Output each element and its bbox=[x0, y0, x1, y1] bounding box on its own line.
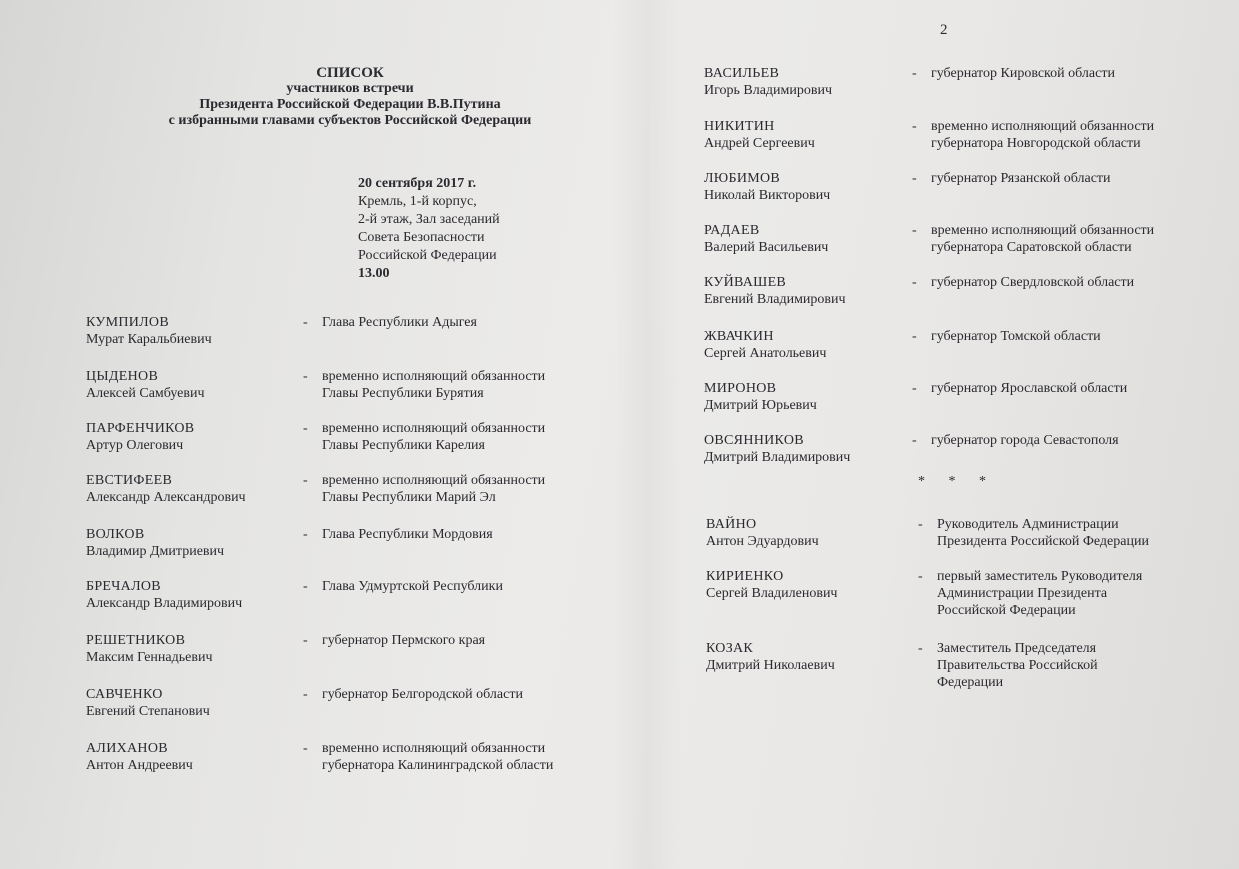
entry-dash: - bbox=[912, 119, 917, 134]
participant-surname: ЖВАЧКИН bbox=[704, 329, 774, 344]
participant-position bbox=[937, 516, 1149, 550]
entry-dash: - bbox=[918, 569, 923, 584]
entry-dash: - bbox=[303, 579, 308, 594]
participant-position bbox=[931, 170, 1111, 187]
participant-surname: НИКИТИН bbox=[704, 119, 775, 134]
entry-dash: - bbox=[303, 369, 308, 384]
entry-dash: - bbox=[912, 275, 917, 290]
position-line: губернатор города Севастополя bbox=[931, 433, 1119, 448]
entry-dash: - bbox=[912, 433, 917, 448]
position-line: губернатор Белгородской области bbox=[322, 687, 523, 702]
participant-surname: МИРОНОВ bbox=[704, 381, 777, 396]
page-number: 2 bbox=[940, 22, 948, 38]
entry-dash: - bbox=[918, 517, 923, 532]
participant-given-name: Андрей Сергеевич bbox=[704, 136, 815, 151]
position-line: временно исполняющий обязанности bbox=[322, 421, 546, 436]
participant-given-name: Сергей Анатольевич bbox=[704, 346, 827, 361]
position-line: Глава Удмуртской Республики bbox=[322, 579, 503, 594]
entry-dash: - bbox=[912, 171, 917, 186]
participant-given-name: Александр Александрович bbox=[86, 490, 246, 505]
participant-surname: ВОЛКОВ bbox=[86, 527, 145, 542]
participant-position bbox=[931, 274, 1134, 291]
entry-dash: - bbox=[912, 329, 917, 344]
participant-position bbox=[322, 740, 553, 774]
participant-given-name: Евгений Владимирович bbox=[704, 292, 846, 307]
participant-given-name: Николай Викторович bbox=[704, 188, 831, 203]
participant-position bbox=[931, 328, 1101, 345]
position-line: Руководитель Администрации bbox=[937, 517, 1119, 532]
participant-surname: КОЗАК bbox=[706, 641, 754, 656]
participant-position bbox=[931, 118, 1154, 152]
entry-dash: - bbox=[912, 381, 917, 396]
participant-surname: БРЕЧАЛОВ bbox=[86, 579, 161, 594]
meeting-date: 20 сентября 2017 г. bbox=[358, 176, 477, 191]
participant-position bbox=[322, 686, 523, 703]
document-header bbox=[90, 65, 610, 129]
participant-surname: ЦЫДЕНОВ bbox=[86, 369, 159, 384]
participant-given-name: Александр Владимирович bbox=[86, 596, 243, 611]
participant-surname: АЛИХАНОВ bbox=[86, 741, 168, 756]
position-line: губернатор Пермского края bbox=[322, 633, 486, 648]
position-line: губернатор Кировской области bbox=[931, 66, 1115, 81]
meeting-time: 13.00 bbox=[358, 266, 390, 281]
position-line: первый заместитель Руководителя bbox=[937, 569, 1143, 584]
position-line: Федерации bbox=[937, 675, 1004, 690]
entry-dash: - bbox=[303, 741, 308, 756]
participant-surname: ЕВСТИФЕЕВ bbox=[86, 473, 173, 488]
participant-given-name: Валерий Васильевич bbox=[704, 240, 829, 255]
position-line: временно исполняющий обязанности bbox=[931, 119, 1155, 134]
position-line: временно исполняющий обязанности bbox=[322, 741, 546, 756]
participant-given-name: Дмитрий Николаевич bbox=[706, 658, 835, 673]
participant-position bbox=[322, 368, 545, 402]
participant-position bbox=[931, 380, 1127, 397]
position-line: Правительства Российской bbox=[937, 658, 1098, 673]
participant-position bbox=[322, 420, 545, 454]
participant-given-name: Сергей Владиленович bbox=[706, 586, 838, 601]
entry-dash: - bbox=[303, 633, 308, 648]
participant-given-name: Евгений Степанович bbox=[86, 704, 210, 719]
participant-given-name: Антон Эдуардович bbox=[706, 534, 819, 549]
participant-given-name: Мурат Каральбиевич bbox=[86, 332, 212, 347]
section-separator: * * * bbox=[918, 474, 996, 489]
entry-dash: - bbox=[303, 315, 308, 330]
position-line: Администрации Президента bbox=[937, 586, 1108, 601]
position-line: Глава Республики Адыгея bbox=[322, 315, 477, 330]
participant-position bbox=[322, 578, 503, 595]
participant-position bbox=[322, 632, 485, 649]
entry-dash: - bbox=[303, 421, 308, 436]
meeting-place-line: Российской Федерации bbox=[358, 248, 497, 263]
page-fold-shadow bbox=[612, 0, 682, 869]
participant-position bbox=[322, 472, 545, 506]
position-line: Главы Республики Карелия bbox=[322, 438, 485, 453]
position-line: временно исполняющий обязанности bbox=[322, 473, 546, 488]
entry-dash: - bbox=[303, 473, 308, 488]
document-title: СПИСОК bbox=[316, 65, 384, 81]
entry-dash: - bbox=[303, 527, 308, 542]
position-line: Заместитель Председателя bbox=[937, 641, 1097, 656]
participant-surname: ПАРФЕНЧИКОВ bbox=[86, 421, 195, 436]
participant-surname: КУМПИЛОВ bbox=[86, 315, 169, 330]
participant-position bbox=[931, 222, 1154, 256]
participant-surname: КУЙВАШЕВ bbox=[704, 275, 787, 290]
position-line: Главы Республики Марий Эл bbox=[322, 490, 496, 505]
position-line: губернатора Новгородской области bbox=[931, 136, 1141, 151]
position-line: губернатора Саратовской области bbox=[931, 240, 1132, 255]
participant-given-name: Антон Андреевич bbox=[86, 758, 193, 773]
participant-given-name: Владимир Дмитриевич bbox=[86, 544, 225, 559]
participant-position bbox=[322, 526, 493, 543]
participant-given-name: Игорь Владимирович bbox=[704, 83, 833, 98]
participant-given-name: Дмитрий Юрьевич bbox=[704, 398, 817, 413]
participant-given-name: Артур Олегович bbox=[86, 438, 184, 453]
participant-position bbox=[937, 640, 1098, 691]
participant-position bbox=[322, 314, 477, 331]
position-line: временно исполняющий обязанности bbox=[931, 223, 1155, 238]
participant-surname: ВАЙНО bbox=[706, 517, 757, 532]
position-line: Глава Республики Мордовия bbox=[322, 527, 493, 542]
meeting-place-line: Кремль, 1-й корпус, bbox=[358, 194, 477, 209]
header-line-2: участников встречи bbox=[286, 81, 414, 96]
entry-dash: - bbox=[303, 687, 308, 702]
position-line: временно исполняющий обязанности bbox=[322, 369, 546, 384]
entry-dash: - bbox=[912, 66, 917, 81]
participant-position bbox=[931, 432, 1119, 449]
participant-given-name: Дмитрий Владимирович bbox=[704, 450, 851, 465]
header-line-4: с избранными главами субъектов Российской Федерации bbox=[168, 113, 532, 128]
entry-dash: - bbox=[912, 223, 917, 238]
participant-surname: САВЧЕНКО bbox=[86, 687, 163, 702]
position-line: Российской Федерации bbox=[937, 603, 1076, 618]
position-line: губернатор Томской области bbox=[931, 329, 1101, 344]
header-line-3: Президента Российской Федерации В.В.Путина bbox=[199, 97, 501, 112]
position-line: Президента Российской Федерации bbox=[937, 534, 1149, 549]
participant-surname: ВАСИЛЬЕВ bbox=[704, 66, 780, 81]
meeting-place-line: Совета Безопасности bbox=[358, 230, 485, 245]
participant-given-name: Алексей Самбуевич bbox=[86, 386, 205, 401]
participant-given-name: Максим Геннадьевич bbox=[86, 650, 213, 665]
position-line: губернатора Калининградской области bbox=[322, 758, 554, 773]
entry-dash: - bbox=[918, 641, 923, 656]
participant-surname: КИРИЕНКО bbox=[706, 569, 784, 584]
meeting-place-line: 2-й этаж, Зал заседаний bbox=[358, 212, 500, 227]
participant-position bbox=[937, 568, 1142, 619]
position-line: Главы Республики Бурятия bbox=[322, 386, 484, 401]
participant-surname: ЛЮБИМОВ bbox=[704, 171, 781, 186]
meeting-details bbox=[358, 175, 500, 283]
position-line: губернатор Свердловской области bbox=[931, 275, 1135, 290]
participant-surname: РАДАЕВ bbox=[704, 223, 760, 238]
position-line: губернатор Ярославской области bbox=[931, 381, 1128, 396]
participant-position bbox=[931, 65, 1115, 82]
participant-surname: ОВСЯННИКОВ bbox=[704, 433, 804, 448]
position-line: губернатор Рязанской области bbox=[931, 171, 1111, 186]
participant-surname: РЕШЕТНИКОВ bbox=[86, 633, 186, 648]
